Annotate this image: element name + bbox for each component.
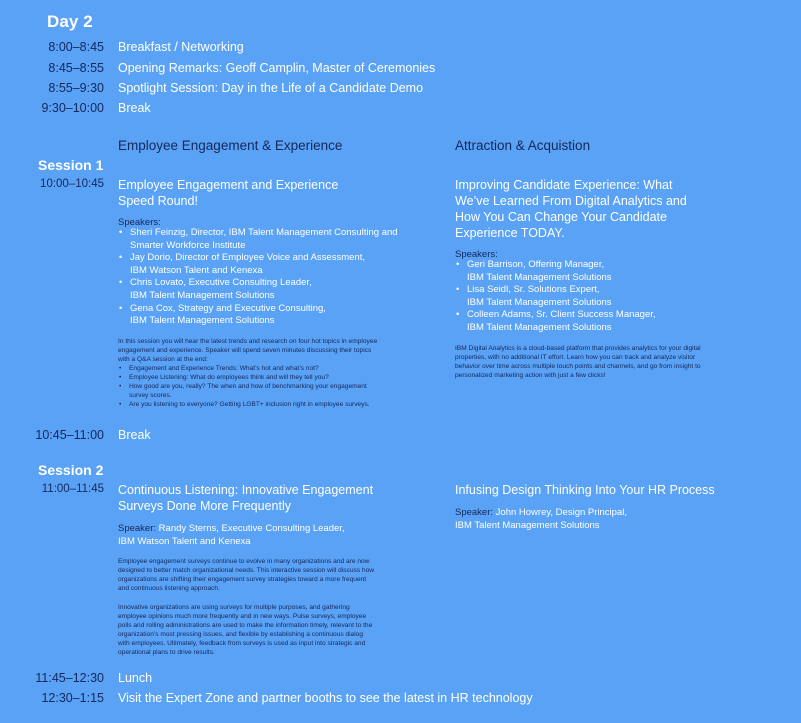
speakers-label: Speakers:	[455, 249, 498, 260]
speaker-item: • Colleen Adams, Sr. Client Success Manager, IBM Talent Management Solutions	[467, 309, 785, 334]
speaker-org: IBM Talent Management Solutions	[455, 519, 600, 531]
schedule-item: Breakfast / Networking	[118, 40, 244, 54]
speaker-item: • Lisa Seidl, Sr. Solutions Expert, IBM Talent Management Solutions	[467, 284, 785, 309]
session-2-time: 11:00–11:45	[41, 483, 104, 495]
speaker-item: • Jay Dorio, Director of Employee Voice and Assessment, IBM Watson Talent and Kenexa	[130, 252, 438, 277]
session-title: Improving Candidate Experience: What	[455, 178, 673, 192]
speaker-label: Speaker:	[118, 523, 157, 534]
speaker-item: • Chris Lovato, Executive Consulting Leader, IBM Talent Management Solutions	[130, 277, 438, 302]
topic-item: • Engagement and Experience Trends: What’s hot and what’s not?	[129, 364, 438, 373]
schedule-item: Lunch	[118, 671, 153, 685]
session-1-left	[118, 177, 438, 410]
speaker-name: Randy Sterns, Executive Consulting Leader,	[158, 523, 345, 534]
speaker-label: Speaker:	[455, 507, 494, 518]
session-2-left	[118, 482, 438, 657]
session-description: IBM Digital Analytics is a cloud-based platform that provides analytics for your digital properties, with no additional IT effort. Learn how you can track and analyze visitor behavior over time across multiple touch points and channels, and go from insight to personalized marketing action with just a few clicks!	[455, 344, 701, 379]
session-title: Experience TODAY.	[455, 226, 565, 240]
day-title: Day 2	[47, 12, 93, 31]
session-title: Infusing Design Thinking Into Your HR Process	[455, 483, 715, 497]
session-description: Innovative organizations are using surveys for multiple purposes, and gathering employee opinions much more frequently and in new ways. Pulse surveys, employee polls and rolling administrations are used to make the information timely, relevant to the organization’s most pressing issues, and flexible by establishing a continuous dialog with employees. Ultimately, feedback from surveys is used as input into strategic and operational plans to drive results.	[118, 603, 373, 657]
schedule-time: 8:00–8:45	[48, 40, 104, 54]
speakers-label: Speakers:	[118, 217, 161, 228]
topic-item: • Are you listening to everyone? Getting LGBT+ inclusion right in employee surveys.	[129, 400, 438, 409]
speaker-list	[118, 227, 438, 328]
topic-item: • How good are you, really? The when and how of benchmarking your engagement survey scores.	[129, 382, 438, 400]
schedule-item: Visit the Expert Zone and partner booths to see the latest in HR technology	[118, 691, 533, 705]
speaker-list	[455, 259, 785, 335]
session-1-time: 10:00–10:45	[40, 178, 104, 190]
schedule-item: Break	[118, 428, 151, 442]
schedule-item: Break	[118, 101, 151, 115]
speaker-item: • Geri Barrison, Offering Manager, IBM Talent Management Solutions	[467, 259, 785, 284]
topic-list	[118, 364, 438, 409]
session-title: Speed Round!	[118, 194, 198, 208]
speaker-block	[455, 507, 785, 532]
session-1-right	[455, 177, 785, 380]
speaker-item: • Sheri Feinzig, Director, IBM Talent Management Consulting and Smarter Workforce Institute	[130, 227, 438, 252]
speaker-block	[118, 523, 438, 548]
session-title: Surveys Done More Frequently	[118, 499, 291, 513]
session-title: How You Can Change Your Candidate	[455, 210, 667, 224]
schedule-item: Opening Remarks: Geoff Camplin, Master of Ceremonies	[118, 61, 436, 75]
session-2-label: Session 2	[38, 462, 104, 478]
schedule-time: 10:45–11:00	[35, 428, 104, 442]
speaker-org: IBM Watson Talent and Kenexa	[118, 535, 251, 547]
schedule-time: 9:30–10:00	[41, 101, 104, 115]
session-1-label: Session 1	[38, 157, 104, 173]
track-header-right: Attraction & Acquistion	[455, 138, 591, 153]
session-description: In this session you will hear the latest trends and research on four hot topics in employee engagement and experience. Speaker will spend seven minutes discussing their topics with a Q&A session at the end:	[118, 337, 378, 363]
schedule-time: 8:55–9:30	[48, 81, 104, 95]
session-title: Continuous Listening: Innovative Engagement	[118, 483, 374, 497]
schedule-time: 8:45–8:55	[48, 61, 104, 75]
schedule-time: 12:30–1:15	[41, 691, 104, 705]
speaker-name: John Howrey, Design Principal,	[495, 507, 627, 518]
speaker-item: • Gena Cox, Strategy and Executive Consulting, IBM Talent Management Solutions	[130, 303, 438, 328]
session-title: We’ve Learned From Digital Analytics and	[455, 194, 687, 208]
session-2-right	[455, 482, 785, 532]
session-title: Employee Engagement and Experience	[118, 178, 339, 192]
schedule-time: 11:45–12:30	[35, 671, 104, 685]
topic-item: • Employee Listening: What do employees think and will they tell you?	[129, 373, 438, 382]
track-header-left: Employee Engagement & Experience	[118, 138, 343, 153]
session-description: Employee engagement surveys continue to evolve in many organizations and are now designed to better match organizational needs. This interactive session will discuss how organizations are shifting their engagement survey strategies toward a more frequent and continuous listening approach.	[118, 558, 375, 593]
schedule-item: Spotlight Session: Day in the Life of a Candidate Demo	[118, 81, 424, 95]
